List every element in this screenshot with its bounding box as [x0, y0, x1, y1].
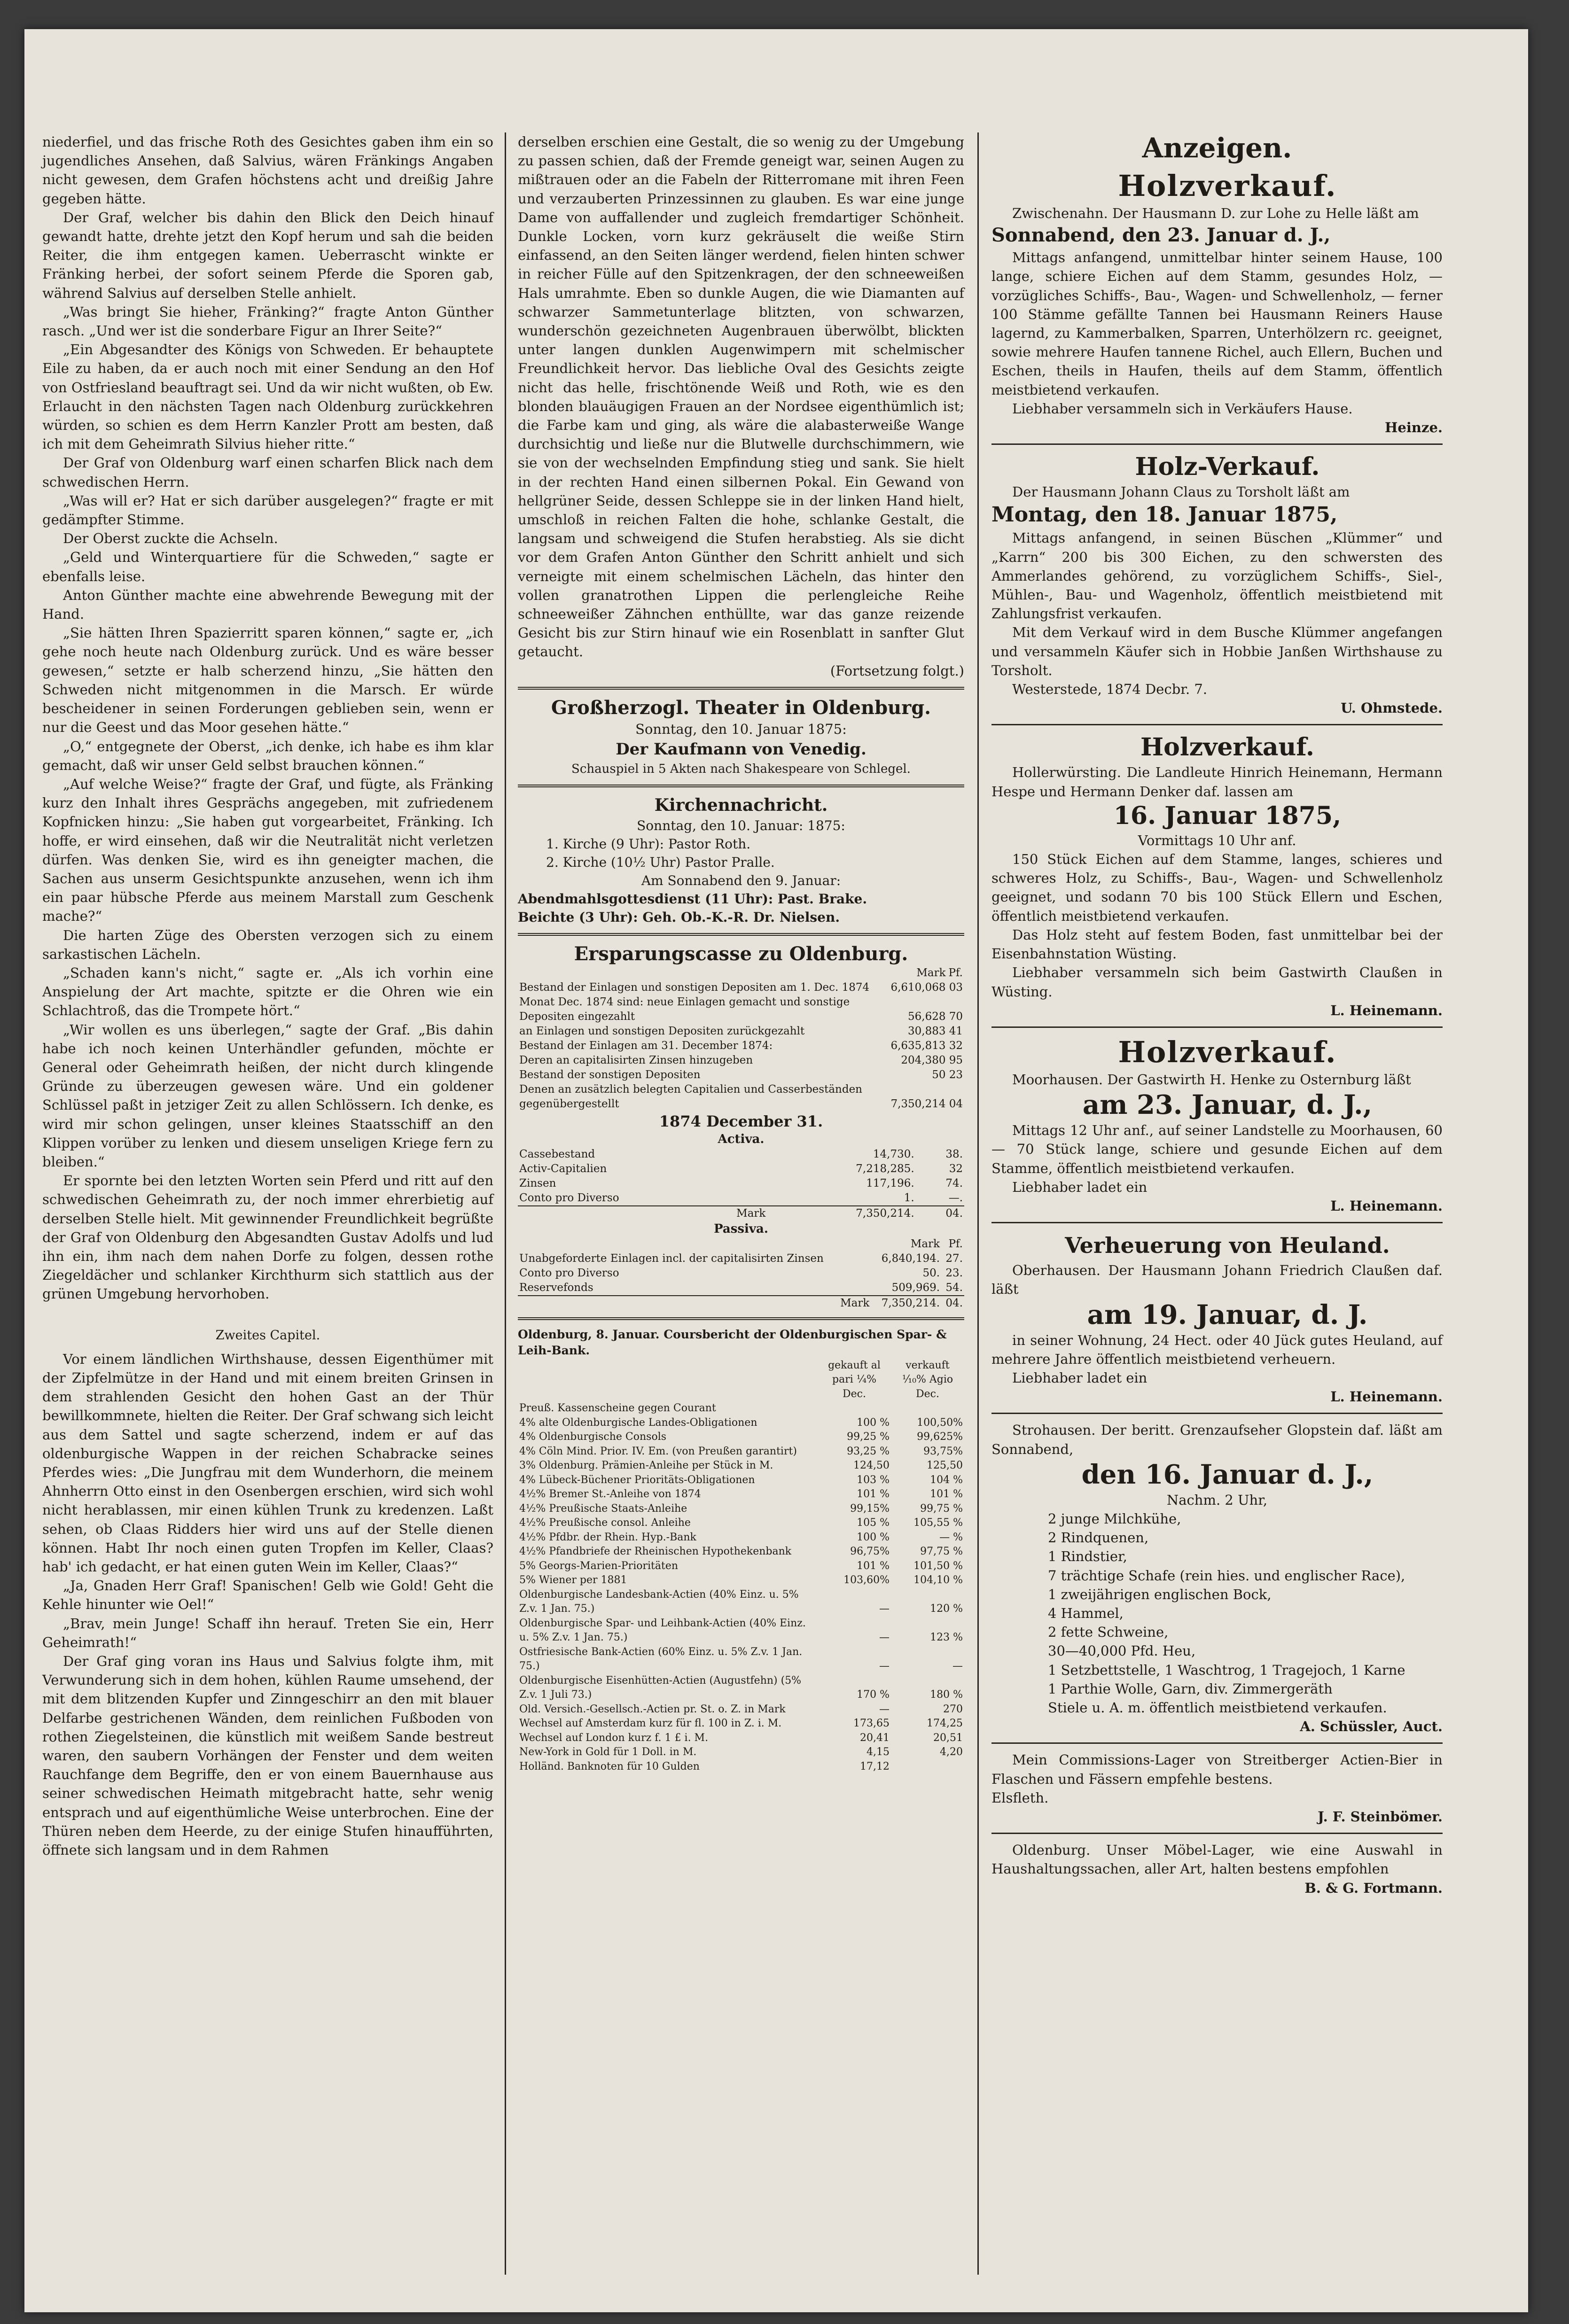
cell-mark: 204,380 [901, 1054, 946, 1066]
ad-text: Liebhaber versammeln sich in Verkäufers Hause. [1012, 400, 1353, 417]
ad-intro: Zwischenahn. Der Hausmann D. zur Lohe zu Helle läßt am [1012, 205, 1419, 221]
cell-sold: 93,75% [923, 1445, 963, 1457]
ad-text: Mittags 12 Uhr anf., auf seiner Landstelle zu Moorhausen, 60 — 70 Stück lange, schiere und gesunde Eichen auf dem Stamme, öffentlich meistbietend verkaufen. [991, 1122, 1443, 1176]
table-row [518, 1053, 964, 1068]
story-paragraph: „Schaden kann's nicht,“ sagte er. „Als ich vorhin eine Anspielung der Art machte, spitzte er die Ohren wie ein Schlachtroß, das die Trompete hört.“ [42, 964, 493, 1019]
ad-title: Holz-Verkauf. [1135, 452, 1320, 482]
cell-sold: 20,51 [933, 1732, 963, 1744]
row-label: Monat Dec. 1874 sind: neue Einlagen gemacht und sonstige Depositen eingezahlt [519, 995, 850, 1023]
row-label: 5% Wiener per 1881 [519, 1574, 627, 1586]
cell-bought [818, 1401, 891, 1416]
story-paragraph: „Brav, mein Junge! Schaff ihn herauf. Treten Sie ein, Herr Geheimrath!“ [42, 1615, 493, 1650]
table-row [518, 1502, 964, 1516]
cell-pf: 32 [949, 1162, 963, 1175]
cell-mark: 50 [932, 1068, 946, 1081]
passiva-title: Passiva. [714, 1221, 768, 1236]
ad-title: Verheuerung von Heuland. [1065, 1233, 1390, 1259]
total-label: Mark [736, 1207, 766, 1220]
list-item: 1 Rindstier, [1048, 1548, 1127, 1565]
row-label: Bestand der Einlagen und sonstigen Depositen am 1. Dec. 1874 [519, 981, 870, 994]
table-header-row [518, 966, 964, 980]
cell-sold: 101,50 % [913, 1560, 963, 1572]
story-paragraph: Er spornte bei den letzten Worten sein Pferd und ritt auf den schwedischen Geheimrath zu, der noch immer ehrerbietig auf derselben Stelle hielt. Mit gewinnender Freundlichkeit begrüßte der Graf von Oldenburg den Abgesandten Gustav Adolfs und lud ihn ein, ihm nach dem nahen Dorfe zu folgen, dessen rothe Ziegeldächer und schlanker Kirchthurm sich stattlich aus der grünen Umgebung hervorhoben. [42, 1173, 493, 1302]
passiva-table [518, 1237, 964, 1311]
aktiva-title: Activa. [718, 1132, 765, 1146]
column-rule [505, 132, 506, 2275]
row-label: Unabgeforderte Einlagen incl. der capitalisirten Zinsen [519, 1252, 824, 1265]
cell-sold: 104,10 % [913, 1574, 963, 1586]
table-row [518, 1082, 964, 1111]
list-item: 7 trächtige Schafe (rein hies. und englischer Race), [1048, 1567, 1405, 1584]
column-middle [518, 132, 964, 1774]
table-row [518, 1588, 964, 1617]
cell-mark: 117,196. [866, 1177, 914, 1189]
ad-text: Liebhaber versammeln sich beim Gastwirth Claußen in Wüsting. [991, 964, 1443, 1000]
exchange-report [518, 1327, 964, 1774]
ad-furniture [991, 1841, 1443, 1897]
total-row [518, 1206, 964, 1221]
ad-intro: Hollerwürsting. Die Landleute Hinrich Heinemann, Hermann Hespe und Hermann Denker daf. lassen am [991, 764, 1443, 800]
divider [991, 1413, 1443, 1414]
row-label: 4% alte Oldenburgische Landes-Obligationen [519, 1416, 757, 1429]
table-row [518, 1459, 964, 1473]
cell-sold: 105,55 % [913, 1517, 963, 1529]
divider [991, 724, 1443, 725]
ad-time: Vormittags 10 Uhr anf. [1138, 832, 1296, 848]
cell-sold: 270 [943, 1703, 963, 1715]
table-row [518, 1731, 964, 1746]
cell-pf: 38. [945, 1148, 963, 1160]
cell-pf: 70 [949, 1010, 963, 1023]
row-label: Oldenburgische Eisenhütten-Actien (Augustfehn) (5% Z.v. 1 Juli 73.) [519, 1674, 802, 1701]
story-paragraph: niederfiel, und das frische Roth des Gesichtes gaben ihm ein so jugendliches Ansehen, daß Salvius, wären Fränkings Angaben nicht gewesen, dem Grafen höchstens acht und dreißig Jahre gegeben hätte. [42, 134, 493, 207]
table-row [518, 1401, 964, 1416]
ad-text: 150 Stück Eichen auf dem Stamme, langes, schieres und schweres Holz, zu Schiffs-, Bau-, Wagen- und Schwellenholz geeignet, und sodann 70 bis 100 Stück Ellern und Eschen, öffentlich meistbietend verkaufen. [991, 851, 1443, 924]
row-label: an Einlagen und sonstigen Depositen zurückgezahlt [519, 1025, 805, 1037]
total-label: Mark [840, 1297, 870, 1309]
row-label: New-York in Gold für 1 Doll. in M. [519, 1746, 697, 1758]
column-story [42, 132, 493, 1859]
ad-title: Holzverkauf. [1140, 733, 1314, 762]
cell-bought: 105 % [857, 1517, 890, 1529]
ad-text: Das Holz steht auf festem Boden, fast unmittelbar bei der Eisenbahnstation Wüsting. [991, 926, 1443, 962]
table-row [518, 1573, 964, 1588]
column-header: Mark [916, 966, 946, 979]
aktiva-table [518, 1147, 964, 1221]
table-row [518, 1674, 964, 1702]
column-header: Mark [910, 1237, 940, 1250]
table-header-row [518, 1359, 964, 1402]
story-paragraph: Vor einem ländlichen Wirthshause, dessen Eigenthümer mit der Zipfelmütze in der Hand und mit einem breiten Grinsen in dem strahlenden Gesicht den hohen Gast an der Thür bewillkommnete, hielten die Reiter. Der Graf schwang sich leicht aus dem Sattel und sagte scherzend, indem er auf das oldenburgische Wappen in der reichen Schabracke seines Pferdes wies: „Die Jungfrau mit dem Wunderhorn, die meinem Ahnherrn Otto einst in den Osenbergen erschien, wird sich wohl nicht herablassen, mir einen kühlen Trunk zu kredenzen. Laßt sehen, ob Claas Ridders hier wird uns auf der Stelle dienen können. Habt Ihr noch einen guten Tropfen im Keller, Claas? hab' ich gedacht, er hat einen guten Wein im Keller, Claas?“ [42, 1351, 493, 1575]
row-label: Ostfriesische Bank-Actien (60% Einz. u. 5% Z.v. 1 Jan. 75.) [519, 1646, 803, 1672]
table-row [518, 980, 964, 995]
cell-sold: 123 % [930, 1632, 963, 1644]
cell-mark: 6,610,068 [890, 981, 946, 994]
row-label: 4% Lübeck-Büchener Prioritäts-Obligationen [519, 1474, 755, 1486]
theater-notice [518, 696, 964, 778]
cell-bought: 99,25 % [847, 1431, 890, 1443]
cell-sold: 125,50 [927, 1460, 963, 1472]
story-paragraph: Anton Günther machte eine abwehrende Bewegung mit der Hand. [42, 587, 493, 622]
total-pf: 04. [945, 1297, 963, 1309]
ad-date: 16. Januar 1875, [1113, 801, 1342, 830]
story-paragraph: Der Graf ging voran ins Haus und Salvius folgte ihm, mit Verwunderung sich in dem hohen, kühlen Raume umsehend, der mit dem blitzenden Kupfer und Zinngeschirr an den mit blauer Delfarbe gestrichenen Wänden, dem reinlichen Fußboden von rothen Ziegelsteinen, die künstlich mit weißem Sande bestreut waren, den saubern Vorhängen der Fenster und dem weiten Rauchfange dem Begriffe, den er von einem Bauernhause aus seiner schwedischen Heimath mitgebracht hatte, sehr wenig entsprach und auf eigenthümliche Weise unterbrochen. Eine der Thüren neben dem Heerde, zu der einige Stufen hinaufführten, öffnete sich langsam und in dem Rahmen [42, 1653, 493, 1858]
cell-bought: 101 % [857, 1488, 890, 1500]
table-row [518, 1266, 964, 1281]
church-notice [518, 794, 964, 926]
table-row [518, 995, 964, 1024]
row-label: 4½% Preußische Staats-Anleihe [519, 1502, 687, 1515]
story-paragraph: „Was bringt Sie hieher, Fränking?“ fragte Anton Günther rasch. „Und wer ist die sonderbare Figur an Ihrer Seite?“ [42, 303, 493, 339]
table-row [518, 1430, 964, 1445]
cell-bought: 17,12 [860, 1760, 890, 1772]
ad-date: Montag, den 18. Januar 1875, [991, 503, 1338, 527]
cell-bought: 93,25 % [847, 1445, 890, 1457]
ad-text: Mein Commissions-Lager von Streitberger Actien-Bier in Flaschen und Fässern empfehle bestens. [991, 1752, 1443, 1787]
cell-mark: 56,628 [908, 1010, 946, 1023]
divider [518, 785, 964, 787]
cell-sold: 180 % [930, 1689, 963, 1701]
row-label: Wechsel auf Amsterdam kurz für fl. 100 in Z. i. M. [519, 1718, 782, 1730]
story-paragraph: „Ja, Gnaden Herr Graf! Spanischen! Gelb wie Gold! Geht die Kehle hinunter wie Oel!“ [42, 1578, 493, 1613]
row-label: Oldenburgische Spar- und Leihbank-Actien (40% Einz. u. 5% Z.v. 1 Jan. 75.) [519, 1617, 806, 1644]
ad-time: Nachm. 2 Uhr, [1166, 1492, 1268, 1508]
table-row [518, 1487, 964, 1502]
ad-signature: U. Ohmstede. [1341, 700, 1443, 716]
church-title: Kirchennachricht. [654, 795, 828, 815]
list-item: 30—40,000 Pfd. Heu, [1048, 1643, 1196, 1659]
row-label: 3% Oldenburg. Prämien-Anleihe per Stück in M. [519, 1460, 773, 1472]
divider [991, 443, 1443, 445]
column-header: Pf. [948, 966, 963, 979]
column-header: verkauft ⅒% Agio Dec. [902, 1359, 953, 1400]
cell-mark: 14,730. [873, 1148, 914, 1160]
story-paragraph: „Sie hätten Ihren Spazierritt sparen können,“ sagte er, „ich gehe noch heute nach Oldenburg zurück. Und es wäre besser gewesen,“ setzte er halb scherzend hinzu, „Sie hätten den Schweden nicht mitgenommen in die Marsch. Er würde bescheidener in seinen Forderungen geblieben sein, wenn er nur die Geest und das Moor gesehen hätte.“ [42, 625, 493, 736]
total-mark: 7,350,214. [856, 1207, 914, 1220]
story-paragraph: „Geld und Winterquartiere für die Schweden,“ sagte er ebenfalls leise. [42, 549, 493, 584]
total-mark: 7,350,214. [881, 1297, 940, 1309]
divider [518, 687, 964, 690]
ad-intro: Strohausen. Der beritt. Grenzaufseher Glopstein daf. läßt am Sonnabend, [991, 1422, 1443, 1457]
ad-text: in seiner Wohnung, 24 Hect. oder 40 Jück gutes Heuland, auf mehrere Jahre öffentlich meistbietend verheuern. [991, 1332, 1443, 1367]
cell-bought: 99,15% [850, 1502, 890, 1515]
ad-date: Sonnabend, den 23. Januar d. J., [991, 224, 1331, 247]
cell-sold: 174,25 [927, 1718, 963, 1730]
list-item: 1 Parthie Wolle, Garn, div. Zimmergeräth [1048, 1680, 1333, 1697]
row-label: 5% Georgs-Marien-Prioritäten [519, 1560, 679, 1572]
balance-title: 1874 December 31. [659, 1112, 823, 1130]
cell-pf: 04 [949, 1097, 963, 1110]
ad-signature: L. Heinemann. [1330, 1197, 1443, 1214]
ad-auction [991, 1421, 1443, 1736]
table-row [518, 1516, 964, 1531]
ad-text: Mittags anfangend, unmittelbar hinter seinem Hause, 100 lange, schiere Eichen auf dem Stamm, gesundes Holz, — vorzügliches Schiffs-, Bau-, Wagen- und Schwellenholz, — ferner 100 Stämme gefällte Tannen bei Hausmann Reiners Hause lagernd, zu Kammerbalken, Sparren, Unterhölzern rc. geeignet, sowie mehrere Haufen tannene Richel, auch Ellern, Buchen und Eschen, theils in Haufen, theils auf dem Stamm, öffentlich meistbietend verkaufen. [991, 249, 1443, 398]
ad-signature: A. Schüssler, Auct. [1300, 1718, 1443, 1735]
column-ads [991, 132, 1443, 1897]
table-row [518, 1147, 964, 1162]
cell-mark: 509,969. [891, 1281, 940, 1294]
ad-signature: Heinze. [1385, 420, 1443, 436]
cell-sold: 99,625% [917, 1431, 963, 1443]
total-pf: 04. [945, 1207, 963, 1220]
cell-sold: 101 % [930, 1488, 963, 1500]
ad-beer [991, 1750, 1443, 1826]
row-label: Old. Versich.-Gesellsch.-Actien pr. St. o. Z. in Mark [519, 1703, 786, 1715]
table-row [518, 1024, 964, 1039]
cell-mark: 7,350,214 [890, 1097, 946, 1110]
story-paragraph: Der Graf von Oldenburg warf einen scharfen Blick nach dem schwedischen Herrn. [42, 455, 493, 490]
cell-pf: 32 [949, 1039, 963, 1052]
exchange-rows [518, 1401, 964, 1774]
row-label: Denen an zusätzlich belegten Capitalien und Casserbeständen gegenübergestellt [519, 1083, 862, 1110]
cell-bought: 173,65 [853, 1718, 890, 1730]
ad-date: am 19. Januar, d. J. [1087, 1299, 1368, 1330]
cell-bought: — [879, 1603, 890, 1615]
table-row [518, 1445, 964, 1459]
list-item: 2 Rindquenen, [1048, 1530, 1149, 1546]
list-item: Stiele u. A. m. öffentlich meistbietend verkaufen. [1048, 1699, 1387, 1716]
auction-list [991, 1509, 1443, 1717]
story-paragraph: „Ein Abgesandter des Königs von Schweden. Er behauptete Eile zu haben, da er auch noch mit einer Sendung an den Hof von Ostfriesland beauftragt sei. Und da wir nicht wußten, ob Ew. Erlaucht in den nächsten Tagen nach Oldenburg zurückkehren würden, so schien es dem Herrn Kanzler Prott am besten, daß ich mit dem Geheimrath Silvius hieher ritte.“ [42, 342, 493, 452]
church-line: Abendmahlsgottesdienst (11 Uhr): Past. Brake. [518, 891, 867, 907]
cell-pf: 41 [949, 1025, 963, 1037]
cell-bought: — [879, 1660, 890, 1672]
row-label: 4% Oldenburgische Consols [519, 1431, 667, 1443]
church-line: 2. Kirche (10½ Uhr) Pastor Pralle. [546, 854, 775, 870]
table-row [518, 1717, 964, 1731]
cell-bought: — [879, 1632, 890, 1644]
table-row [518, 1281, 964, 1296]
column-header: gekauft al pari ¼% Dec. [828, 1359, 881, 1400]
column-rule [977, 132, 979, 2275]
table-row [518, 1545, 964, 1559]
ad-text: Mittags anfangend, in seinen Büschen „Klümmer“ und „Karrn“ 200 bis 300 Eichen, zu den schwersten des Ammerlandes gehörend, zu vorzüglichem Schiffs-, Siel-, Mühlen-, Bau- und Wagenholz, öffentlich meistbietend mit Zahlungsfrist verkaufen. [991, 530, 1443, 622]
table-row [518, 1162, 964, 1176]
cell-pf: 27. [945, 1252, 963, 1265]
cell-pf: 03 [949, 981, 963, 994]
ad-text: Liebhaber ladet ein [1012, 1179, 1147, 1195]
ad-title: Holzverkauf. [1118, 169, 1337, 203]
cell-mark: 1. [904, 1191, 914, 1204]
row-label: Deren an capitalisirten Zinsen hinzugeben [519, 1054, 753, 1066]
ad-intro: Der Hausmann Johann Claus zu Torsholt läßt am [1012, 484, 1350, 500]
row-label: Wechsel auf London kurz f. 1 £ i. M. [519, 1732, 709, 1744]
exchange-table [518, 1359, 964, 1402]
table-row [518, 1760, 964, 1774]
ad-place: Westerstede, 1874 Decbr. 7. [1012, 681, 1208, 698]
cell-sold: 100,50% [917, 1416, 963, 1429]
divider [991, 1742, 1443, 1744]
savings-bank-report [518, 942, 964, 1311]
cell-mark: 50. [922, 1267, 940, 1279]
row-label: Reservefonds [519, 1281, 593, 1294]
cell-bought: — [879, 1703, 890, 1715]
table-row [518, 1531, 964, 1545]
cell-pf: 23. [945, 1267, 963, 1279]
row-label: Activ-Capitalien [519, 1162, 607, 1175]
row-label: 4½% Pfdbr. der Rhein. Hyp.-Bank [519, 1531, 696, 1543]
row-label: Oldenburgische Landesbank-Actien (40% Einz. u. 5% Z.v. 1 Jan. 75.) [519, 1588, 799, 1615]
row-label: Bestand der Einlagen am 31. December 1874: [519, 1039, 773, 1052]
table-row [518, 1645, 964, 1674]
ads-header: Anzeigen. [1142, 132, 1292, 164]
cell-pf: —. [948, 1191, 963, 1204]
divider [991, 1222, 1443, 1223]
table-row [518, 1702, 964, 1717]
list-item: 2 junge Milchkühe, [1048, 1510, 1181, 1527]
ad-text: Mit dem Verkauf wird in dem Busche Klümmer angefangen und versammeln Käufer sich in Hobbie Janßen Wirthshause zu Torsholt. [991, 624, 1443, 678]
ad-signature: B. & G. Fortmann. [1304, 1880, 1443, 1896]
chapter-title: Zweites Capitel. [215, 1328, 320, 1343]
list-item: 4 Hammel, [1048, 1605, 1124, 1621]
story-paragraph: Der Graf, welcher bis dahin den Blick den Deich hinauf gewandt hatte, drehte jetzt den Kopf herum und sah die beiden Reiter, die ihm entgegen kamen. Ueberrascht winkte er Fränking herbei, der sofort seinem Pferde die Sporen gab, während Salvius auf derselben Stelle anhielt. [42, 209, 493, 301]
story-paragraph: derselben erschien eine Gestalt, die so wenig zu der Umgebung zu passen schien, daß der Fremde geneigt war, seinen Augen zu mißtrauen oder an die Fabeln der Ritterromane mit ihren Feen und verzauberten Prinzessinnen zu glauben. Es war eine junge Dame von auffallender und zugleich fremdartiger Schönheit. Dunkle Locken, vorn kurz gekräuselt die weiße Stirn einfassend, an den Seiten länger werdend, fielen hinten schwer in reicher Fülle auf den Spitzenkragen, der den schneeweißen Hals umrahmte. Eben so dunkle Augen, die wie Diamanten auf schwarzer Sammetunterlage blitzten, von schwarzen, wunderschön gezeichneten Augenbrauen überwölbt, blickten unter langen dunklen Augenwimpern mit schelmischer Freundlichkeit hervor. Das liebliche Oval des Gesichts zeigte nicht das helle, frischtönende Weiß und Roth, wie es den blonden blauäugigen Frauen an der Nordsee eigenthümlich ist; die Farbe kam und ging, als wäre die alabasterweiße Wange durchsichtig und ließe nur die Blutwelle durchschimmern, wie sie von der wechselnden Empfindung stieg und sank. Sie hielt in der rechten Hand einen silbernen Pokal. Ein Gewand von hellgrüner Seide, dessen Schleppe sie in der linken Hand hielt, umschloß in reichen Falten die hohe, schlanke Gestalt, die langsam und schweigend die Stufen herabstieg. Als sie dicht vor dem Grafen Anton Günther den Schritt anhielt und sich verneigte mit einem schelmischen Lächeln, das hinter den vollen granatrothen Lippen die perlengleiche Reihe schneeweißer Zähnchen enthüllte, war das ganze reizende Gesicht bis zur Stirn hinauf wie ein Rosenblatt in sanfter Glut getaucht. [518, 134, 964, 660]
cell-sold [891, 1760, 964, 1774]
cell-sold: — [952, 1660, 963, 1672]
table-row [518, 1617, 964, 1645]
cell-pf: 74. [945, 1177, 963, 1189]
table-header-row [518, 1237, 964, 1251]
table-row [518, 1039, 964, 1053]
ad-holzverkauf-4 [991, 1034, 1443, 1215]
table-row [518, 1473, 964, 1488]
cell-bought: 20,41 [860, 1732, 890, 1744]
ad-title: Holzverkauf. [1118, 1034, 1337, 1069]
row-label: Bestand der sonstigen Depositen [519, 1068, 701, 1081]
row-label: Conto pro Diverso [519, 1191, 619, 1204]
cell-mark: 6,840,194. [881, 1252, 940, 1265]
cell-sold: — % [939, 1531, 963, 1543]
cell-mark: 7,218,285. [856, 1162, 914, 1175]
table-row [518, 1068, 964, 1082]
ad-holzverkauf-3 [991, 732, 1443, 1019]
row-label: Preuß. Kassenscheine gegen Courant [519, 1402, 716, 1415]
list-item: 2 fette Schweine, [1048, 1624, 1169, 1640]
table-row [518, 1416, 964, 1430]
story-paragraph: Der Oberst zuckte die Achseln. [63, 530, 278, 547]
cell-bought: 4,15 [866, 1746, 890, 1758]
row-label: 4½% Pfandbriefe der Rheinischen Hypothekenbank [519, 1546, 792, 1558]
ad-text: Liebhaber ladet ein [1012, 1369, 1147, 1386]
newspaper-page [24, 29, 1528, 2312]
cell-bought: 103 % [857, 1474, 890, 1486]
cell-bought: 124,50 [853, 1460, 890, 1472]
exchange-title: Oldenburg, 8. Januar. Coursbericht der Oldenburgischen Spar- & Leih-Bank. [518, 1327, 947, 1357]
total-row [518, 1296, 964, 1311]
ad-heuland [991, 1230, 1443, 1406]
cell-sold: 120 % [930, 1603, 963, 1615]
row-label: Zinsen [519, 1177, 556, 1189]
cell-bought: 100 % [857, 1416, 890, 1429]
church-line: Beichte (3 Uhr): Geh. Ob.-K.-R. Dr. Nielsen. [518, 909, 840, 925]
continuation-note: (Fortsetzung folgt.) [830, 662, 964, 679]
list-item: 1 zweijährigen englischen Bock, [1048, 1586, 1272, 1602]
cell-sold: 104 % [930, 1474, 963, 1486]
table-row [518, 1251, 964, 1266]
row-label: 4½% Preußische consol. Anleihe [519, 1517, 691, 1529]
table-row [518, 1559, 964, 1574]
cell-mark: 30,883 [908, 1025, 946, 1037]
savings-table [518, 966, 964, 1111]
cell-sold: 97,75 % [920, 1546, 963, 1558]
story-paragraph: „Auf welche Weise?“ fragte der Graf, und fügte, als Fränking kurz den Inhalt ihres Gesprächs angegeben, mit zufriedenem Kopfnicken hinzu: „Sie haben gut vorgearbeitet, Fränking. Ich hoffe, er wird einsehen, daß wir die Neutralität nicht verletzen dürfen. Was denken Sie, wird es ihn geneigter machen, die Sachen aus unserm Gesichtspunkte anzusehen, wenn ich ihm ein paar hübsche Pferde aus meinem Marstall zum Geschenk mache?“ [42, 776, 493, 925]
cell-bought: 103,60% [843, 1574, 890, 1586]
divider [518, 933, 964, 936]
ad-holzverkauf-2 [991, 451, 1443, 717]
cell-pf: 23 [949, 1068, 963, 1081]
theater-desc: Schauspiel in 5 Akten nach Shakespeare von Schlegel. [571, 762, 911, 776]
cell-bought: 170 % [857, 1689, 890, 1701]
divider [991, 1833, 1443, 1834]
table-row [518, 1176, 964, 1191]
ad-intro: Oberhausen. Der Hausmann Johann Friedrich Claußen daf. läßt [991, 1262, 1443, 1298]
divider [991, 1026, 1443, 1028]
column-header: Pf. [948, 1237, 963, 1250]
cell-sold [891, 1401, 964, 1416]
ad-holzverkauf-1 [991, 168, 1443, 437]
ad-signature: L. Heinemann. [1330, 1002, 1443, 1018]
ad-signature: L. Heinemann. [1330, 1389, 1443, 1405]
table-row [518, 1745, 964, 1760]
church-line: 1. Kirche (9 Uhr): Pastor Roth. [546, 836, 751, 852]
story-paragraph: „O,“ entgegnete der Oberst, „ich denke, ich habe es ihm klar gemacht, daß wir unser Geld selbst brauchen können.“ [42, 738, 493, 773]
story-paragraph: „Wir wollen es uns überlegen,“ sagte der Graf. „Bis dahin habe ich noch keinen Unterhändler gefunden, möchte er General oder Geheimrath heißen, der nicht durch klingende Gründe zu überzeugen gewesen wäre. Und ein goldener Schlüssel paßt in jetziger Zeit zu allen Schlössern. Ich denke, es wird mir schon gelingen, unser kleines Staatsschiff an den Klippen vorüber zu lenken und diesem unseligen Kriege fern zu bleiben.“ [42, 1021, 493, 1170]
cell-pf: 95 [949, 1054, 963, 1066]
ad-date: den 16. Januar d. J., [1081, 1459, 1374, 1490]
row-label: 4% Cöln Mind. Prior. IV. Em. (von Preußen garantirt) [519, 1445, 797, 1457]
cell-bought: 101 % [857, 1560, 890, 1572]
row-label: 4½% Bremer St.-Anleihe von 1874 [519, 1488, 701, 1500]
cell-bought: 100 % [857, 1531, 890, 1543]
theater-play: Der Kaufmann von Venedig. [616, 739, 866, 759]
ad-date: am 23. Januar, d. J., [1082, 1089, 1373, 1121]
row-label: Cassebestand [519, 1148, 595, 1160]
story-paragraph: „Was will er? Hat er sich darüber ausgelegen?“ fragte er mit gedämpfter Stimme. [42, 492, 493, 528]
church-line: Am Sonnabend den 9. Januar: [641, 872, 841, 888]
table-row [518, 1191, 964, 1206]
ad-place: Elsfleth. [991, 1789, 1049, 1806]
list-item: 1 Setzbettstelle, 1 Waschtrog, 1 Tragejoch, 1 Karne [1048, 1662, 1405, 1678]
story-paragraph: Die harten Züge des Obersten verzogen sich zu einem sarkastischen Lächeln. [42, 927, 493, 962]
ad-intro: Moorhausen. Der Gastwirth H. Henke zu Osternburg läßt [1012, 1071, 1411, 1088]
savings-title: Ersparungscasse zu Oldenburg. [574, 942, 908, 965]
theater-title: Großherzogl. Theater in Oldenburg. [551, 696, 931, 719]
ad-signature: J. F. Steinbömer. [1318, 1809, 1443, 1825]
church-date: Sonntag, den 10. Januar: 1875: [637, 817, 845, 833]
cell-mark: 6,635,813 [890, 1039, 946, 1052]
cell-sold: 4,20 [940, 1746, 963, 1758]
divider [518, 1317, 964, 1320]
cell-bought: 96,75% [850, 1546, 890, 1558]
row-label: Holländ. Banknoten für 10 Gulden [519, 1760, 700, 1772]
ad-text: Oldenburg. Unser Möbel-Lager, wie eine Auswahl in Haushaltungssachen, aller Art, halten bestens empfohlen [991, 1842, 1443, 1877]
cell-pf: 54. [945, 1281, 963, 1294]
cell-sold: 99,75 % [920, 1502, 963, 1515]
theater-date: Sonntag, den 10. Januar 1875: [635, 721, 847, 737]
row-label: Conto pro Diverso [519, 1267, 619, 1279]
